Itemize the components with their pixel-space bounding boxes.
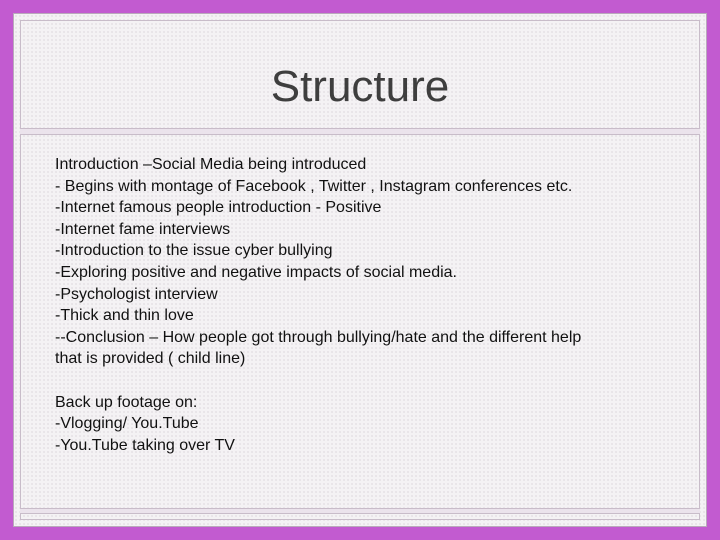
body-line: --Conclusion – How people got through bullying/hate and the different help bbox=[55, 328, 582, 346]
paragraph-gap bbox=[55, 370, 675, 392]
backup-line: -Vlogging/ You.Tube bbox=[55, 415, 199, 433]
body-line: - Begins with montage of Facebook , Twitter , Instagram conferences etc. bbox=[55, 177, 573, 195]
body-line: -Introduction to the issue cyber bullying bbox=[55, 242, 333, 260]
body-line: -Thick and thin love bbox=[55, 307, 194, 325]
body-line: -Exploring positive and negative impacts of social media. bbox=[55, 263, 457, 281]
body-line: -Internet fame interviews bbox=[55, 220, 231, 238]
bottom-divider bbox=[20, 508, 700, 514]
body-line: -Psychologist interview bbox=[55, 285, 218, 303]
body-line: Introduction –Social Media being introduced bbox=[55, 156, 367, 173]
title-divider bbox=[20, 128, 700, 135]
slide-title: Structure bbox=[270, 62, 450, 111]
backup-line: -You.Tube taking over TV bbox=[55, 436, 235, 454]
body-line: that is provided ( child line) bbox=[55, 350, 246, 368]
slide-body bbox=[55, 154, 675, 456]
slide bbox=[13, 13, 707, 527]
body-line: -Internet famous people introduction - Positive bbox=[55, 199, 382, 217]
backup-heading: Back up footage on: bbox=[55, 393, 198, 411]
